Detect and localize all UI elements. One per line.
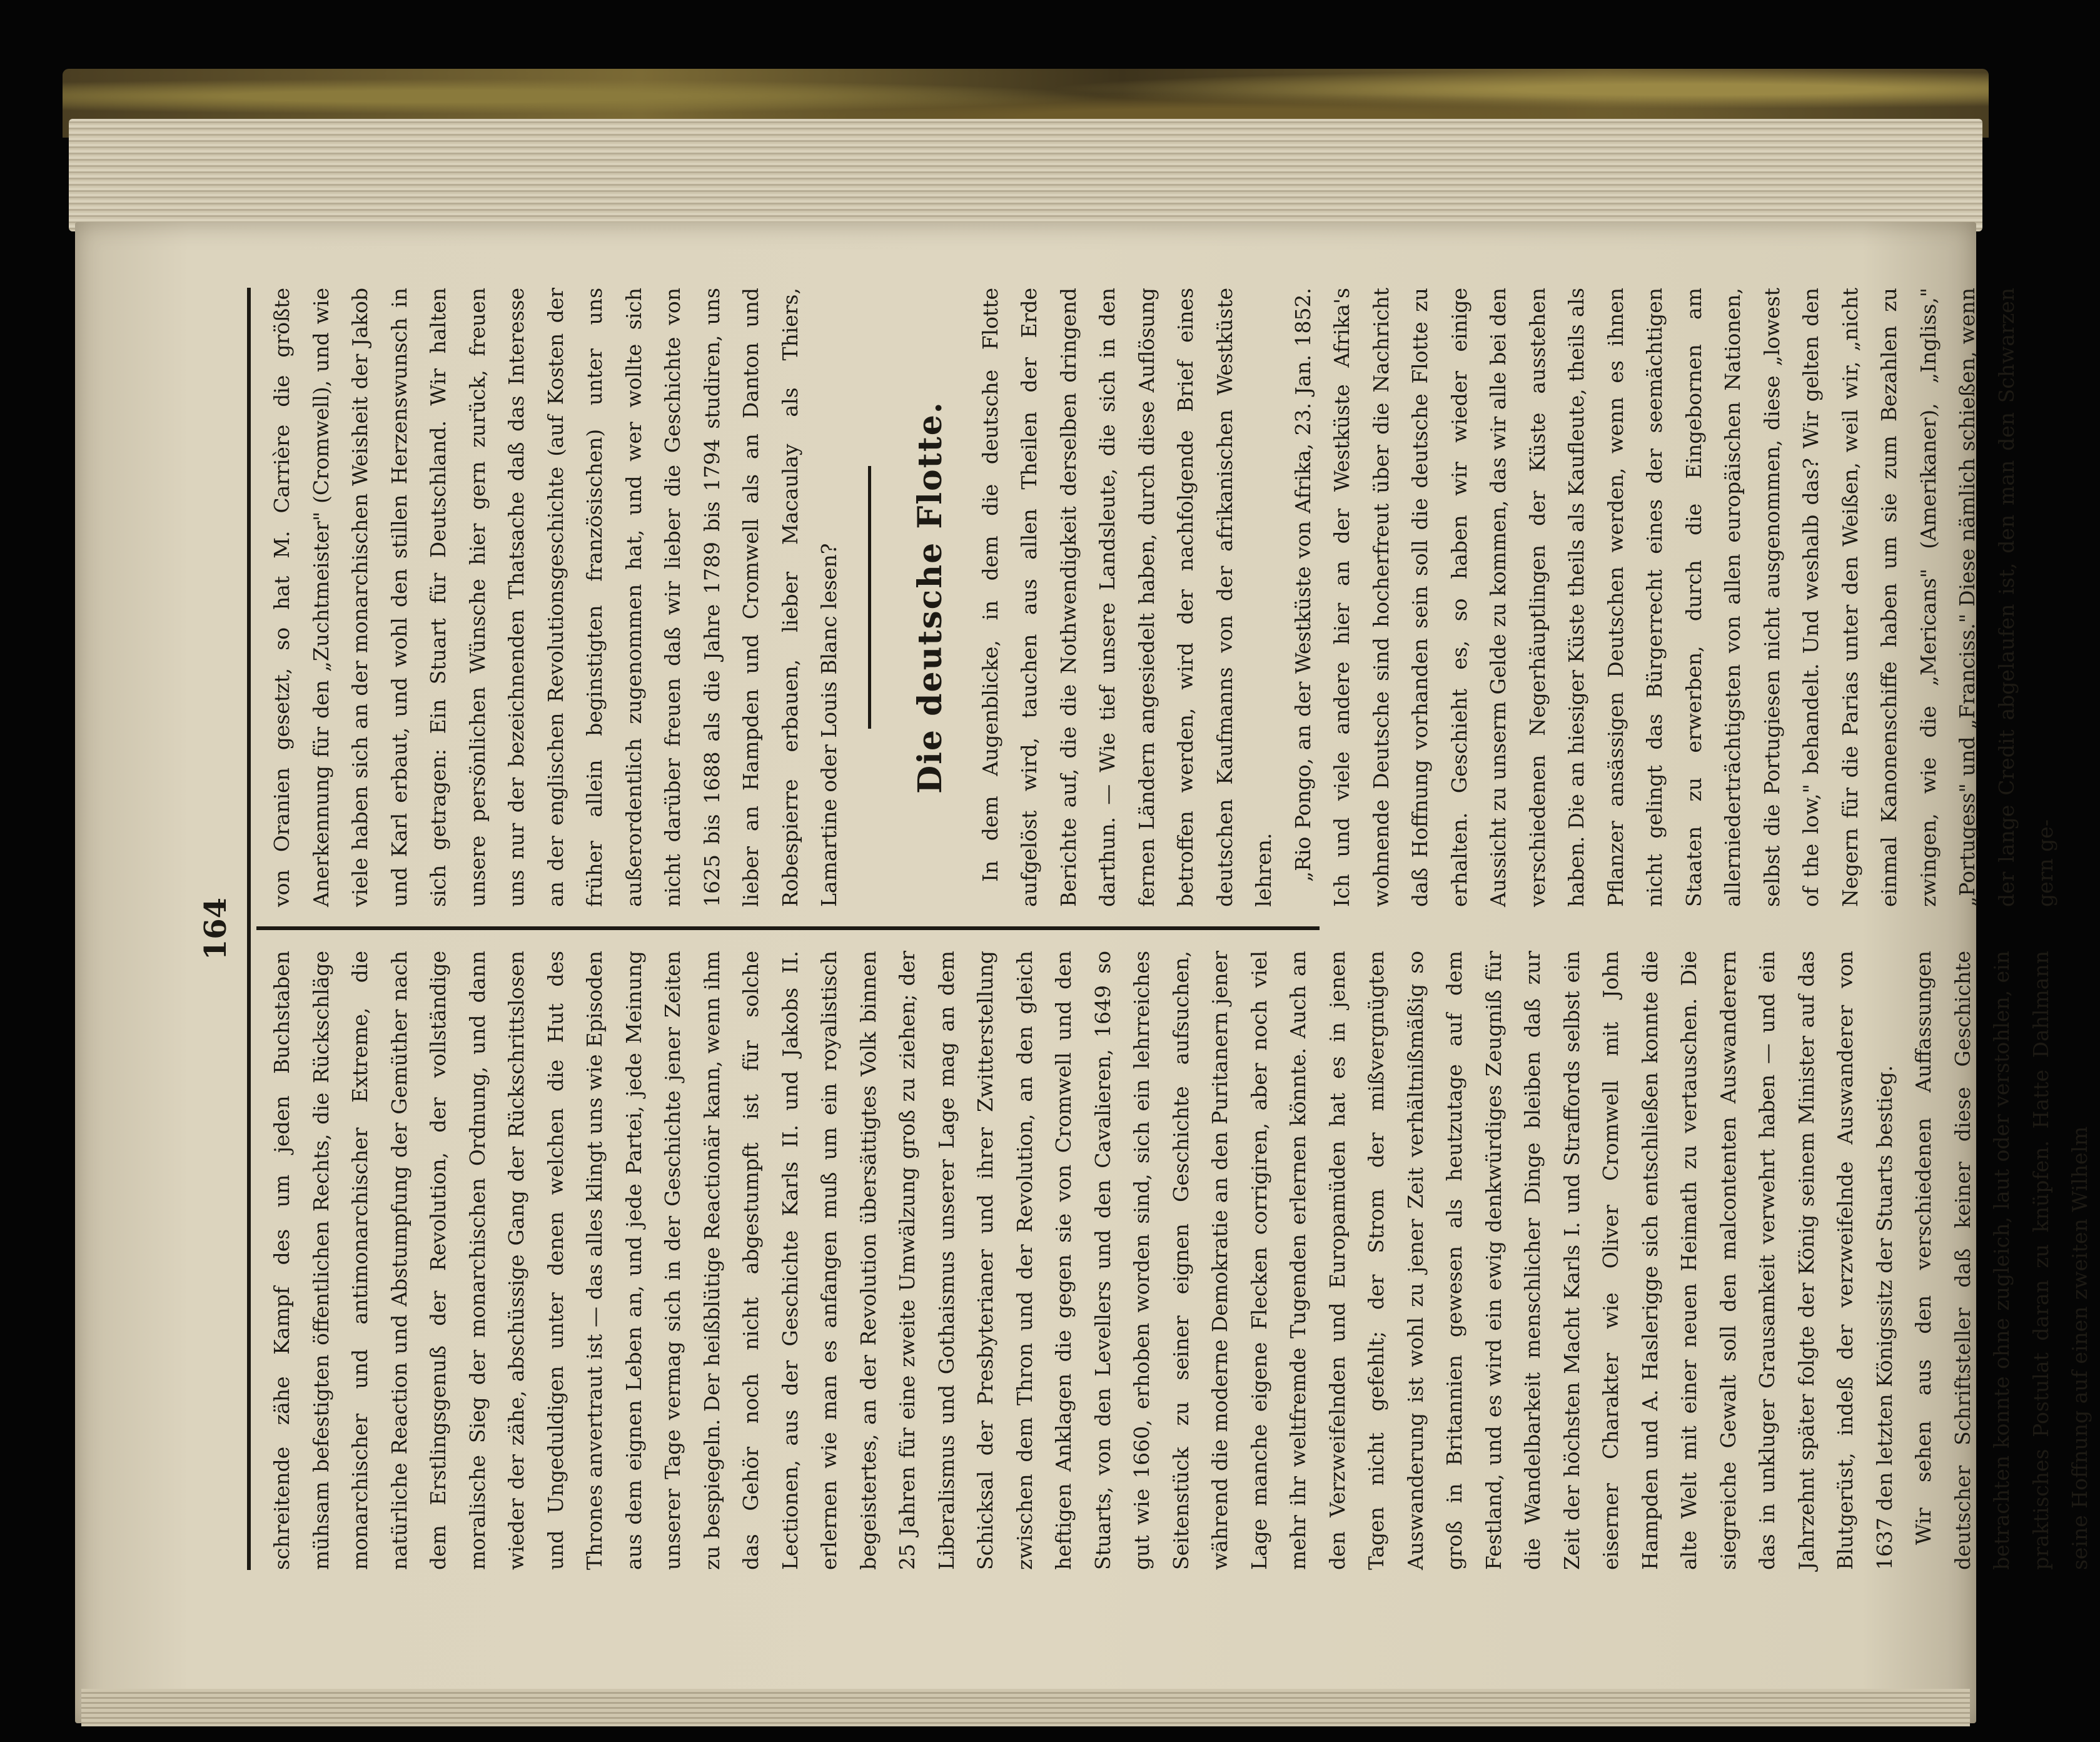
paragraph: Wir sehen aus den verschiedenen Auffassungen deutscher Schriftsteller daß keiner diese Geschichte betrachten konnte ohne zugleich, laut oder verstohlen, ein praktisches Postulat daran zu knüpfen. Hatte Dahlmann seine Hoffnung auf einen zweiten Wilhelm	[1911, 951, 2092, 1570]
paragraph: „Rio Pongo, an der Westküste von Afrika, 23. Jan. 1852. Ich und viele andere hier an der Westküste Afrika's wohnende Deutsche sind hocherfreut über die Nachricht daß Hoffnung vorhanden sein soll die deutsche Flotte zu erhalten. Geschieht es, so haben wir wieder einige Aussicht zu unserm Gelde zu kommen, das wir alle bei den verschiedenen Negerhäuptlingen der Küste ausstehen haben. Die an hiesiger Küste theils als Kaufleute, theils als Pflanzer ansässigen Deutschen werden, wenn es ihnen nicht gelingt das Bürgerrecht eines der seemächtigen Staaten zu erwerben, durch die Eingebornen am allerniederträchtigsten von allen europäischen Nationen, selbst die Portugiesen nicht ausgenommen, diese „lowest of the low," behandelt. Und weshalb das? Wir gelten den Negern für die Parias unter den Weißen, weil wir, „nicht einmal Kanonenschiffe haben um sie zum Bezahlen zu zwingen, wie die „Mericans" (Amerikaner), „Ingliss," „Portugess" und „Franciss." Diese nämlich schießen, wenn der lange Credit abgelaufen ist, den man den Schwarzen gern ge-	[1290, 288, 2057, 907]
section-divider	[868, 466, 871, 729]
rotated-text-frame	[188, 288, 2092, 1570]
paragraph: schreitende zähe Kampf des um jeden Buchstaben mühsam befestigten öffentlichen Rechts, die Rückschläge monarchischer und antimonarchischer Extreme, die natürliche Reaction und Abstumpfung der Gemüther nach dem Erstlingsgenuß der Revolution, der vollständige moralische Sieg der monarchischen Ordnung, und dann wieder der zähe, abschüssige Gang der Rückschrittslosen und Ungeduldigen unter denen welchen die Hut des Thrones anvertraut ist — das alles klingt uns wie Episoden aus dem eignen Leben an, und jede Partei, jede Meinung unserer Tage vermag sich in der Geschichte jener Zeiten zu bespiegeln. Der heißblütige Reactionär kann, wenn ihm das Gehör noch nicht abgestumpft ist für solche Lectionen, aus der Geschichte Karls II. und Jakobs II. erlernen wie man es anfangen muß um ein royalistisch begeistertes, an der Revolution übersättigtes Volk binnen 25 Jahren für eine zweite Umwälzung groß zu ziehen; der Liberalismus und Gothaismus unserer Lage mag an dem Schicksal der Presbyterianer und ihrer Zwitterstellung zwischen dem Thron und der Revolution, an den gleich heftigen Anklagen die gegen sie von Cromwell und den Stuarts, von den Levellers und den Cavalieren, 1649 so gut wie 1660, erhoben worden sind, sich ein lehrreiches Seitenstück zu seiner eignen Geschichte aufsuchen, während die moderne Demokratie an den Puritanern jener Lage manche eigene Flecken corrigiren, aber noch viel mehr ihr weltfremde Tugenden erlernen könnte. Auch an den Verzweifelnden und Europamüden hat es in jenen Tagen nicht gefehlt; der Strom der mißvergnügten Auswanderung ist wohl zu jener Zeit verhältnißmäßig so groß in Britannien gewesen als heutzutage auf dem Festland, und es wird ein ewig denkwürdiges Zeugniß für die Wandelbarkeit menschlicher Dinge bleiben daß zur Zeit der höchsten Macht Karls I. und Straffords selbst ein eiserner Charakter wie Oliver Cromwell mit John Hampden und A. Haslerigge sich entschließen konnte die alte Welt mit einer neuen Heimath zu vertauschen. Die siegreiche Gewalt soll den malcontenten Auswanderern das in unkluger Grausamkeit verwehrt haben — und ein Jahrzehnt später folgte der König seinem Minister auf das Blutgerüst, indeß der verzweifelnde Auswanderer von 1637 den letzten Königssitz der Stuarts bestieg.	[270, 951, 1897, 1570]
page-edges-bottom	[81, 1689, 1970, 1726]
page-edges	[69, 119, 1982, 231]
page-number: 164	[198, 897, 233, 961]
left-column	[263, 951, 2092, 1570]
section-heading: Die deutsche Flotte.	[911, 401, 949, 794]
right-column	[263, 288, 2057, 907]
column-divider	[256, 926, 1320, 930]
header-rule	[247, 288, 251, 1570]
paragraph: von Oranien gesetzt, so hat M. Carrière die größte Anerkennung für den „Zuchtmeister" (Cromwell), und wie viele haben sich an der monarchischen Weisheit der Jakob und Karl erbaut, und wohl den stillen Herzenswunsch in sich getragen: Ein Stuart für Deutschland. Wir halten unsere persönlichen Wünsche hier gern zurück, freuen uns nur der bezeichnenden Thatsache daß das Interesse an der englischen Revolutionsgeschichte (auf Kosten der früher allein beginstigten französischen) unter uns außerordentlich zugenommen hat, und wer wollte sich nicht darüber freuen daß wir lieber die Geschichte von 1625 bis 1688 als die Jahre 1789 bis 1794 studiren, uns lieber an Hampden und Cromwell als an Danton und Robespierre erbauen, lieber Macaulay als Thiers, Lamartine oder Louis Blanc lesen?	[270, 288, 841, 907]
paragraph: In dem Augenblicke, in dem die deutsche Flotte aufgelöst wird, tauchen aus allen Theilen der Erde Berichte auf, die die Nothwendigkeit derselben dringend darthun. — Wie tief unsere Landsleute, die sich in den fernen Ländern angesiedelt haben, durch diese Auflösung betroffen werden, wird der nachfolgende Brief eines deutschen Kaufmanns von der afrikanischen Westküste lehren.	[977, 288, 1276, 907]
